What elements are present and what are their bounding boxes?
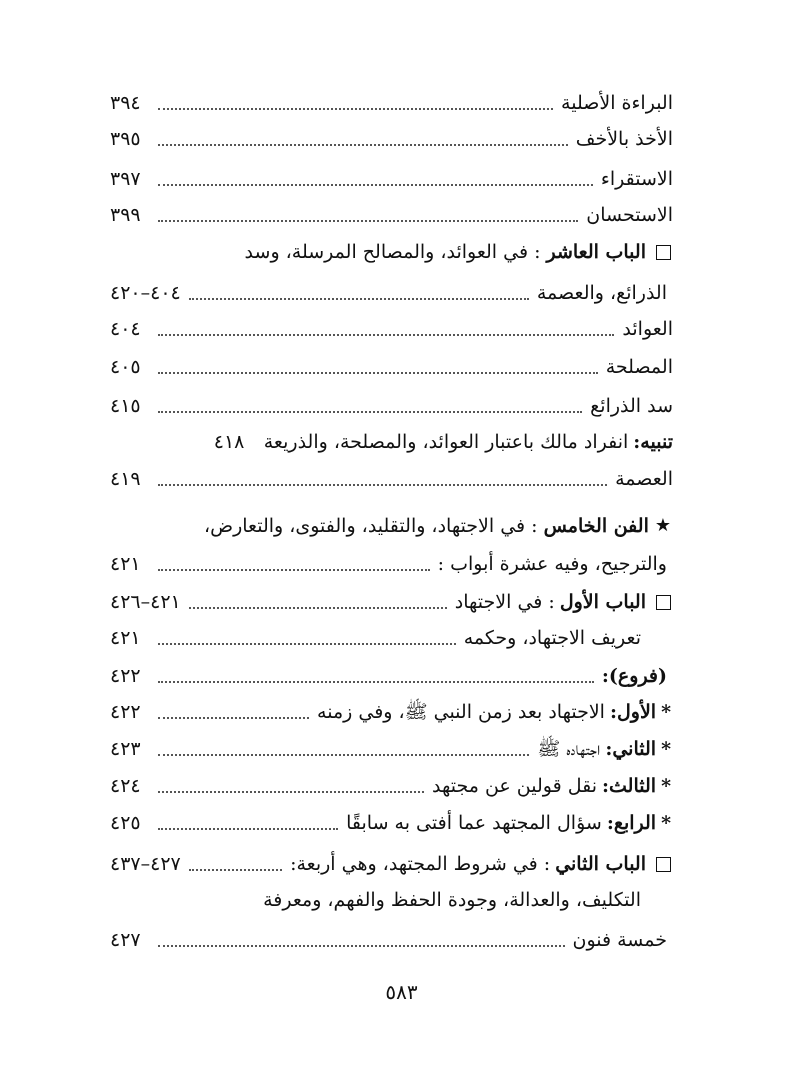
- page-number: ٤٢٣: [110, 738, 141, 760]
- chapter-title: الباب الأول: [559, 591, 646, 613]
- page-number: ٤٠٥: [110, 356, 141, 378]
- chapter-subtitle: : في شروط المجتهد، وهي أربعة:: [290, 853, 551, 875]
- entry-label: تنبيه:: [633, 431, 673, 453]
- chapter-subtitle: : في العوائد، والمصالح المرسلة، وسد: [244, 241, 541, 263]
- toc-entry: [110, 768, 671, 804]
- entry-title: سد الذرائع: [590, 395, 673, 417]
- dot-leader: [158, 569, 430, 571]
- toc-entry: [110, 121, 673, 157]
- toc-entry: [110, 658, 667, 694]
- page-number: ٤٢٤: [110, 775, 141, 797]
- toc-entry: [110, 731, 671, 767]
- page-number: ٤٢٥: [110, 812, 141, 834]
- dot-leader: [189, 607, 447, 609]
- toc-entry: [110, 275, 667, 311]
- entry-label: الأول:: [609, 701, 657, 723]
- toc-entry: [110, 620, 641, 656]
- dot-leader: [158, 372, 598, 374]
- asterisk-bullet: *: [661, 701, 671, 723]
- entry-title: البراءة الأصلية: [561, 92, 673, 114]
- page-number: ٤٠٤–٤٢٠: [110, 282, 181, 304]
- entry-title: المصلحة: [605, 356, 673, 378]
- entry-label: الثاني:: [605, 738, 657, 760]
- entry-title: التكليف، والعدالة، وجودة الحفظ والفهم، ومعرفة: [263, 889, 641, 911]
- entry-title: سؤال المجتهد عما أفتى به سابقًا: [346, 812, 602, 834]
- chapter-title: الباب الثاني: [555, 853, 646, 875]
- square-bullet-icon: [656, 595, 671, 610]
- asterisk-bullet: *: [661, 738, 671, 760]
- asterisk-bullet: *: [661, 775, 671, 797]
- dot-leader: [158, 220, 578, 222]
- page-number: ٣٩٤: [110, 92, 141, 114]
- entry-title: خمسة فنون: [572, 929, 667, 951]
- dot-leader: [158, 484, 607, 486]
- star-icon: ★: [654, 515, 671, 536]
- entry-title: انفراد مالك باعتبار العوائد، والمصلحة، والذريعة: [263, 431, 629, 453]
- toc-entry: [110, 197, 673, 233]
- dot-leader: [189, 298, 529, 300]
- page-number: ٤١٨: [213, 431, 245, 453]
- page-number: ٤٠٤: [110, 318, 141, 340]
- page-number: ٤١٩: [110, 468, 141, 490]
- asterisk-bullet: *: [661, 812, 671, 834]
- dot-leader: [158, 754, 529, 756]
- entry-label: الثالث:: [602, 775, 657, 797]
- entry-title: الذرائع، والعصمة: [536, 282, 667, 304]
- dot-leader: [158, 945, 565, 947]
- dot-leader: [158, 828, 338, 830]
- toc-entry: [110, 85, 673, 121]
- dot-leader: [158, 681, 594, 683]
- part-heading: [130, 508, 671, 544]
- square-bullet-icon: [656, 245, 671, 260]
- page-number: ٤٢١: [110, 627, 141, 649]
- part-subtitle: : في الاجتهاد، والتقليد، والفتوى، والتعارض،: [203, 515, 538, 537]
- page-number: ٤٢٧–٤٣٧: [110, 853, 181, 875]
- toc-entry: [110, 922, 667, 958]
- entry-title: الاستحسان: [586, 204, 673, 226]
- toc-entry: [110, 161, 673, 197]
- dot-leader: [158, 643, 456, 645]
- entry-title: تعريف الاجتهاد، وحكمه: [463, 627, 641, 649]
- page-number: ٤٢١: [110, 553, 141, 575]
- page-number: ٣٩٥: [110, 128, 141, 150]
- toc-entry: [110, 388, 673, 424]
- chapter-heading: [130, 234, 671, 270]
- entry-title: والترجيح، وفيه عشرة أبواب :: [437, 553, 667, 575]
- dot-leader: [158, 184, 593, 186]
- dot-leader: [158, 717, 309, 719]
- entry-title: الأخذ بالأخف: [575, 128, 673, 150]
- toc-entry: [110, 805, 671, 841]
- chapter-subtitle: : في الاجتهاد: [454, 591, 555, 613]
- chapter-heading: [110, 584, 671, 620]
- toc-entry: [110, 461, 673, 497]
- entry-title: الاجتهاد بعد زمن النبي ﷺ، وفي زمنه: [317, 701, 605, 723]
- entry-title: نقل قولين عن مجتهد: [432, 775, 597, 797]
- entry-title: الاستقراء: [600, 168, 673, 190]
- page-number: ٣٩٩: [110, 204, 141, 226]
- dot-leader: [158, 411, 582, 413]
- toc-entry: [110, 311, 673, 347]
- page-number: ٤٢١–٤٢٦: [110, 591, 181, 613]
- page-number: ٤٢٢: [110, 701, 141, 723]
- page-number: ٤٢٢: [110, 665, 141, 687]
- dot-leader: [158, 334, 614, 336]
- entry-title: العوائد: [622, 318, 673, 340]
- page-number: ٤١٥: [110, 395, 141, 417]
- page-number: ٤٢٧: [110, 929, 141, 951]
- toc-entry: [110, 694, 671, 730]
- part-title: الفن الخامس: [543, 515, 649, 537]
- toc-entry: [110, 349, 673, 385]
- entry-title: اجتهاده ﷺ: [537, 738, 601, 760]
- toc-entry: [110, 546, 667, 582]
- chapter-title: الباب العاشر: [546, 241, 646, 263]
- chapter-heading: [110, 846, 671, 882]
- toc-entry-continuation: [215, 882, 641, 918]
- dot-leader: [158, 791, 424, 793]
- entry-label: الرابع:: [606, 812, 657, 834]
- square-bullet-icon: [656, 857, 671, 872]
- entry-title: العصمة: [615, 468, 673, 490]
- page-folio: ٥٨٣: [385, 980, 418, 1004]
- dot-leader: [158, 108, 553, 110]
- page-number: ٣٩٧: [110, 168, 141, 190]
- toc-entry: [110, 424, 673, 460]
- dot-leader: [158, 144, 568, 146]
- dot-leader: [189, 869, 282, 871]
- entry-label: (فروع):: [601, 665, 667, 687]
